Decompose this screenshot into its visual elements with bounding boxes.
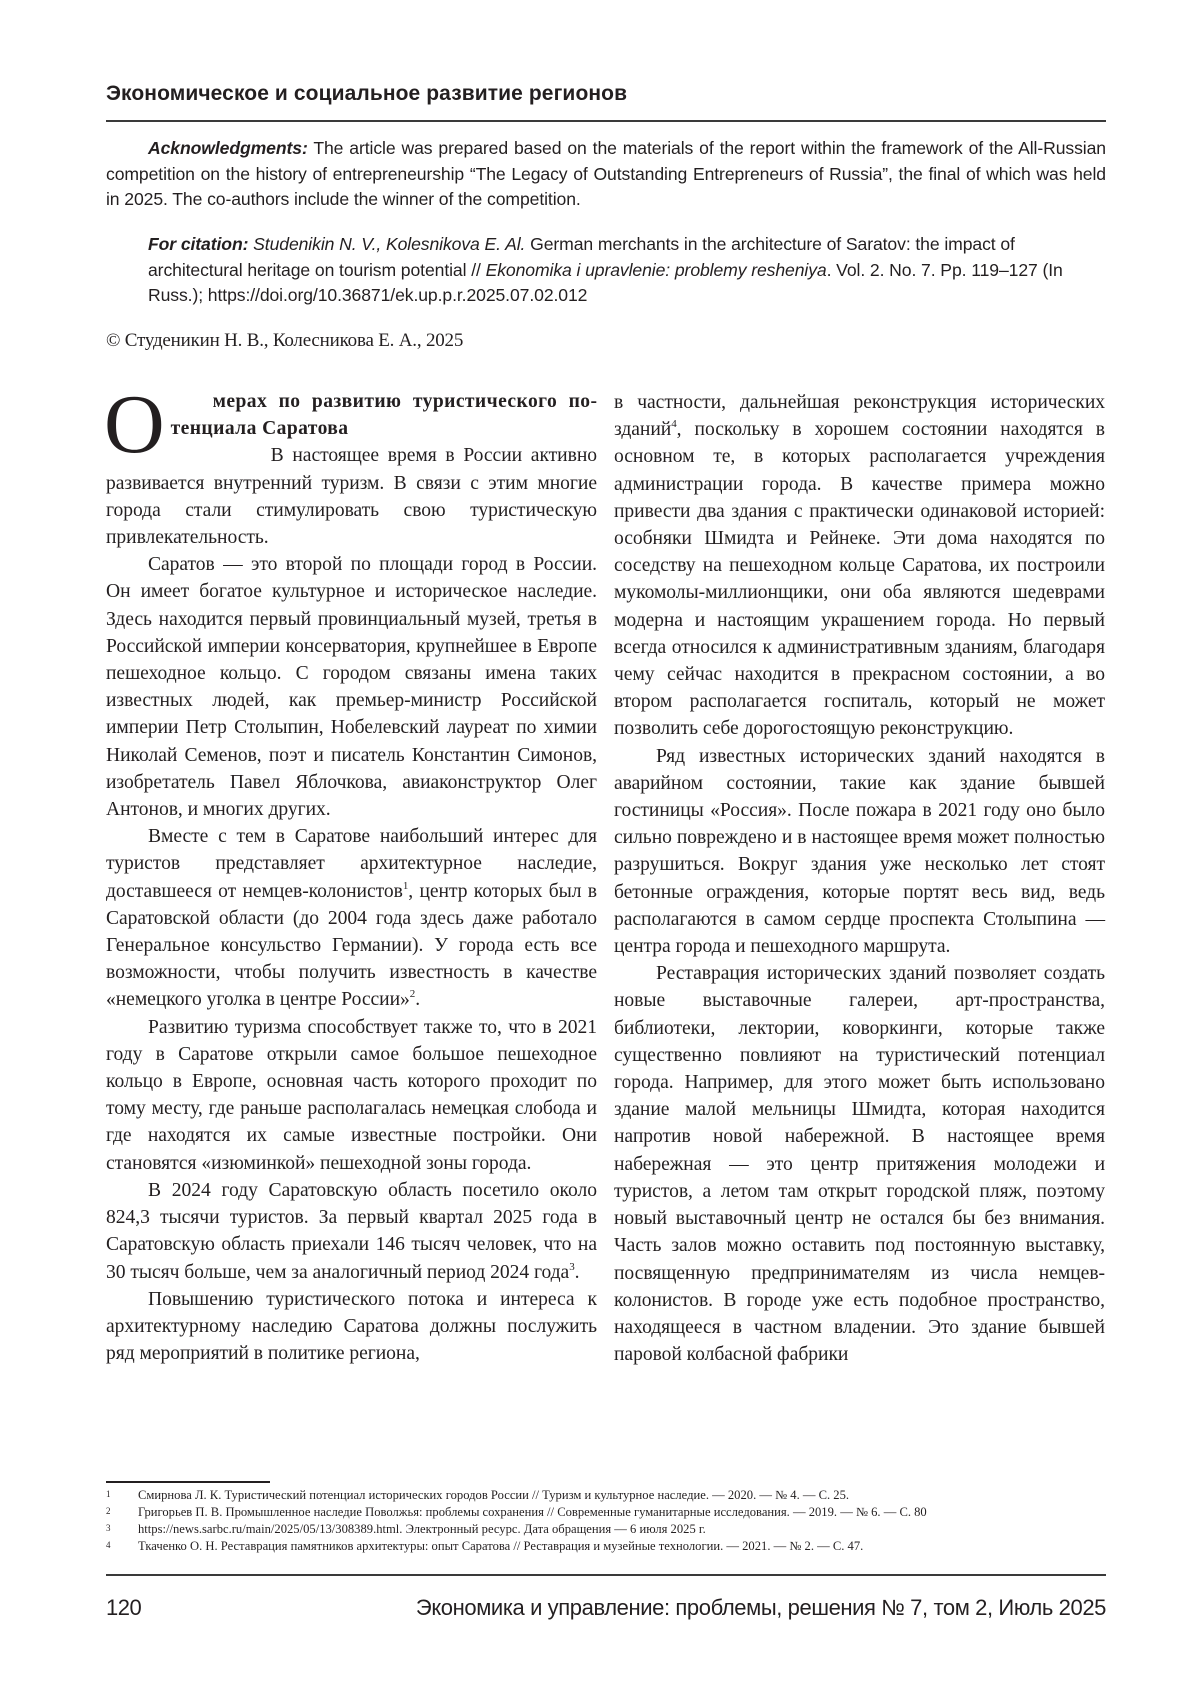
footnote xyxy=(106,1504,1106,1521)
paragraph: Повышению туристического потока и интереса к архитектурному наследию Саратова должны послужить ряд мероприятий в политике региона, xyxy=(106,1288,597,1365)
footnote xyxy=(106,1538,1106,1555)
citation-title: German merchants in the architecture of Saratov: the impact of architectural heritage on tourism potential // xyxy=(148,234,1015,280)
citation-journal: Ekonomika i upravlenie: problemy resheniya xyxy=(485,259,827,280)
footnote-link[interactable]: https://news.sarbc.ru/main/2025/05/13/308389.html. Электронный ресурс. Дата обращения — 6 июля 2025 г. xyxy=(138,1522,706,1536)
article-column-left xyxy=(104,378,597,1367)
paragraph: в частности, дальнейшая реконструкция исторических зданий$^4$, поскольку в хорошем состоянии находятся в основном те, в которых располагается учреждения администрации города. В качестве примера можно привести два здания с практически одинаковой историей: особняки Шмидта и Рейнеке. Эти дома находятся по соседству на пешеходном кольце Саратова, их построили мукомолы-миллионщики, они оба являются шедеврами модерна и настоящим украшением города. Но первый всегда относился к административным зданиям, благодаря чему сейчас находится в прекрасном состоянии, а во втором располагается госпиталь, который не может позволить себе дорогостоящую реконструкцию. xyxy=(614,392,1105,740)
header-rule xyxy=(106,120,1106,122)
footnote-number: 2 xyxy=(106,1506,111,1516)
citation-label: For citation: xyxy=(148,234,249,254)
footnote-ref[interactable]: 3 xyxy=(569,1260,575,1273)
footnote xyxy=(106,1487,1106,1504)
footnote-number: 3 xyxy=(106,1523,111,1533)
paragraph: Ряд известных исторических зданий находятся в аварийном состоянии, такие как здание бывшей гостиницы «Россия». После пожара в 2021 году оно было сильно повреждено и в настоящее время может полностью разрушиться. Вокруг здания уже несколько лет стоят бетонные ограждения, которые портят весь вид, ведь располагаются в самом сердце проспекта Столыпина — центра города и пешеходного маршрута. xyxy=(614,745,1105,958)
acknowledgments-label: Acknowledgments: xyxy=(148,138,308,158)
copyright-line: © Студеникин Н. В., Колесникова Е. А., 2025 xyxy=(106,330,464,351)
footnote-ref[interactable]: 4 xyxy=(671,418,677,431)
paragraph: Саратов — это второй по площади город в России. Он имеет богатое культурное и историческое наследие. Здесь находится первый провинциальный музей, третья в Российской империи консерватория, крупнейшее в Европе пешеходное кольцо. С городом связаны имена таких известных людей, как премьер-министр Российской империи Петр Столыпин, Нобелевский лауреат по химии Николай Семенов, поэт и писатель Константин Симонов, изобретатель Павел Яблочкова, авиаконструктор Олег Антонов, и многих других. xyxy=(106,554,597,821)
footnote-separator xyxy=(106,1481,270,1483)
article-column-right xyxy=(614,389,1105,1368)
citation xyxy=(148,232,1106,309)
footnotes xyxy=(106,1487,1106,1555)
footnote-ref[interactable]: 1 xyxy=(402,879,409,892)
footnote-number: 1 xyxy=(106,1489,111,1499)
acknowledgments xyxy=(106,136,1106,213)
running-head-title: Экономическое и социальное развитие регионов xyxy=(106,82,628,105)
section-opening xyxy=(104,378,597,551)
footnote xyxy=(106,1521,1106,1538)
footer-rule xyxy=(106,1574,1106,1576)
footnote-text: Смирнова Л. К. Туристический потенциал исторических городов России // Туризм и культурное наследие. — 2020. — № 4. — С. 25. xyxy=(138,1488,850,1502)
paragraph: Развитию туризма способствует также то, что в 2021 году в Саратове открыли самое большое пешеходное кольцо в Европе, основная часть которого проходит по тому месту, где раньше располагалась немецкая слобода и где находятся их самые известные постройки. Они становятся «изюминкой» пешеходной зоны города. xyxy=(106,1016,597,1174)
footnote-text: Григорьев П. В. Промышленное наследие Поволжья: проблемы сохранения // Современные гуманитарные исследования. — 2019. — № 6. — С. 80 xyxy=(138,1505,927,1519)
paragraph: В 2024 году Саратовскую область посетило около 824,3 тысячи туристов. За первый квартал 2025 года в Саратовскую область приехали 146 тысяч человек, что на 30 тысяч больше, чем за аналогичный период 2024 года$^3$. xyxy=(106,1179,597,1283)
paragraph: Реставрация исторических зданий позволяет создать новые выставочные галереи, арт-пространства, библиотеки, лектории, коворкинги, которые также существенно повлияют на туристический потенциал города. Например, для этого может быть использовано здание малой мельницы Шмидта, которая находится напротив новой набережной. В настоящее время набережная — это центр притяжения молодежи и туристов, а летом там открыт городской пляж, поэтому новый выставочный центр не остался бы без внимания. Часть залов можно оставить под постоянную выставку, посвященную предпринимателям из числа немцев-колонистов. В городе уже есть подобное пространство, находящееся в частном владении. Это здание бывшей паровой колбасной фабрики xyxy=(614,963,1105,1366)
page-number: 120 xyxy=(106,1595,142,1620)
citation-authors: Studenikin N. V., Kolesnikova E. Al. xyxy=(248,234,526,254)
drop-cap: О xyxy=(104,378,165,471)
section-title: мерах по развитию туристического потенциала Саратова xyxy=(170,391,597,440)
paragraph: Вместе с тем в Саратове наибольший интерес для туристов представляет архитектурное наследие, доставшееся от немцев-колонистов$^1$, центр которых был в Саратовской области (до 2004 года здесь даже работало Генеральное консульство Германии). У города есть все возможности, чтобы получить известность в качестве «немецкого уголка в центре России»$^2$. xyxy=(106,826,597,1011)
acknowledgments-text: The article was prepared based on the materials of the report within the framework of the All-Russian competition on the history of entrepreneurship “The Legacy of Outstanding Entrepreneurs of Russia”, the final of which was held in 2025. The co-authors include the winner of the competition. xyxy=(106,138,1106,209)
footnote-number: 4 xyxy=(106,1540,111,1550)
journal-footer: Экономика и управление: проблемы, решения № 7, том 2, Июль 2025 xyxy=(415,1595,1106,1620)
paragraph: В настоящее время в России активно развивается внутренний туризм. В связи с этим многие города стали стимулировать свою туристическую привлекательность. xyxy=(106,445,597,549)
footnote-ref[interactable]: 2 xyxy=(409,988,416,1001)
citation-details: . Vol. 2. No. 7. Pp. 119–127 (In Russ.); https://doi.org/10.36871/ek.up.p.r.2025.07.02.012 xyxy=(148,259,1063,305)
footnote-text: Ткаченко О. Н. Реставрация памятников архитектуры: опыт Саратова // Реставрация и музейные технологии. — 2021. — № 2. — С. 47. xyxy=(138,1539,864,1553)
